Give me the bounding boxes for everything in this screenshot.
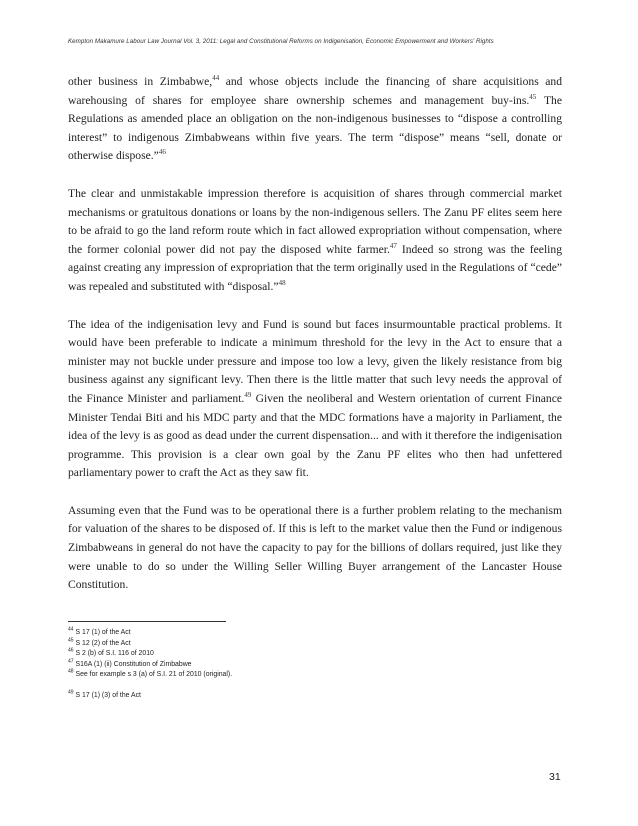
- footnote-item: [68, 691, 488, 702]
- footnote-reference[interactable]: 46: [158, 148, 166, 157]
- footnote-item: [68, 649, 488, 660]
- footnote-number: 45: [68, 637, 74, 644]
- footnote-item: [68, 639, 488, 650]
- paragraph-text: Assuming even that the Fund was to be operational there is a further problem relating to the mechanism for valuation of the shares to be disposed of. If this is left to the market value then the Fund or indigenous Zimbabweans in general do not have the capacity to pay for the billions of dollars required, just like they were unable to do so under the Willing Seller Willing Buyer arrangement of the Lancaster House Constitution.: [68, 503, 562, 592]
- footnote-text: S16A (1) (ii) Constitution of Zimbabwe: [73, 660, 192, 668]
- paragraph-text: The Regulations as amended place an obligation on the non-indigenous businesses to “dispose a controlling interest” to indigenous Zimbabweans within five years. The term “dispose” means “sell, donate or otherwise dispose.”: [68, 93, 562, 163]
- footnote-number: 47: [68, 658, 74, 665]
- footnote-number: 49: [68, 689, 74, 696]
- paragraph-text: Indeed so strong was the feeling against creating any impression of expropriation that the term originally used in the Regulations of “cede” was repealed and substituted with “disposal.”: [68, 242, 562, 293]
- footnote-text: S 12 (2) of the Act: [73, 639, 131, 647]
- footnote-item: [68, 660, 488, 671]
- footnote-number: 46: [68, 647, 74, 654]
- footnote-item: [68, 670, 488, 681]
- page-number: 31: [549, 771, 561, 783]
- body-paragraph: [68, 502, 562, 595]
- footnote-reference[interactable]: 49: [244, 391, 252, 400]
- paragraph-text: and whose objects include the financing of share acquisitions and warehousing of shares for employee share ownership schemes and management buy-ins.: [68, 75, 562, 107]
- paragraph-text: other business in Zimbabwe,: [68, 75, 213, 88]
- footnote-text: S 17 (1) (3) of the Act: [73, 691, 141, 699]
- footnote-separator: [68, 621, 226, 622]
- body-text: [68, 73, 562, 614]
- body-paragraph: [68, 73, 562, 166]
- footnote-text: S 17 (1) of the Act: [73, 629, 131, 636]
- paragraph-text: Given the neoliberal and Western orientation of current Finance Minister Tendai Biti and his MDC party and that the MDC formations have a majority in Parliament, the idea of the levy is as good as dead under the current dispensation... and with it therefore the indigenisation programme. This provision is a clear own goal by the Zanu PF elites who then had unfettered parliamentary power to craft the Act as they saw fit.: [68, 391, 562, 480]
- footnote-number: 48: [68, 669, 74, 676]
- footnotes-section: [68, 628, 488, 702]
- footnote-text: S 2 (b) of S.I. 116 of 2010: [73, 650, 154, 658]
- footnote-reference[interactable]: 45: [529, 92, 537, 101]
- body-paragraph: [68, 185, 562, 297]
- footnote-item: [68, 628, 488, 639]
- paragraph-text: The clear and unmistakable impression therefore is acquisition of shares through commercial market mechanisms or gratuitous donations or loans by the non-indigenous sellers. The Zanu PF elites seem here to be afraid to go the land reform route which in fact allowed expropriation without compensation, where the former colonial power did not pay the disposed white farmer.: [68, 186, 562, 256]
- footnote-reference[interactable]: 44: [212, 74, 220, 83]
- running-header: Kempton Makamure Labour Law Journal Vol. 3, 2011: Legal and Constitutional Reforms on Indigenisation, Economic Empowerment and Workers' Rights: [68, 38, 494, 45]
- footnote-reference[interactable]: 48: [278, 279, 286, 288]
- footnote-reference[interactable]: 47: [389, 241, 397, 250]
- footnote-number: 44: [68, 626, 74, 633]
- body-paragraph: [68, 316, 562, 483]
- paragraph-text: The idea of the indigenisation levy and Fund is sound but faces insurmountable practical problems. It would have been preferable to indicate a minimum threshold for the levy in the Act to ensure that a minister may not buckle under pressure and impose too low a levy, given the likely resistance from big business against any significant levy. Then there is the little matter that such levy needs the approval of the Finance Minister and parliament.: [68, 317, 562, 405]
- footnote-text: See for example s 3 (a) of S.I. 21 of 2010 (original).: [73, 671, 233, 679]
